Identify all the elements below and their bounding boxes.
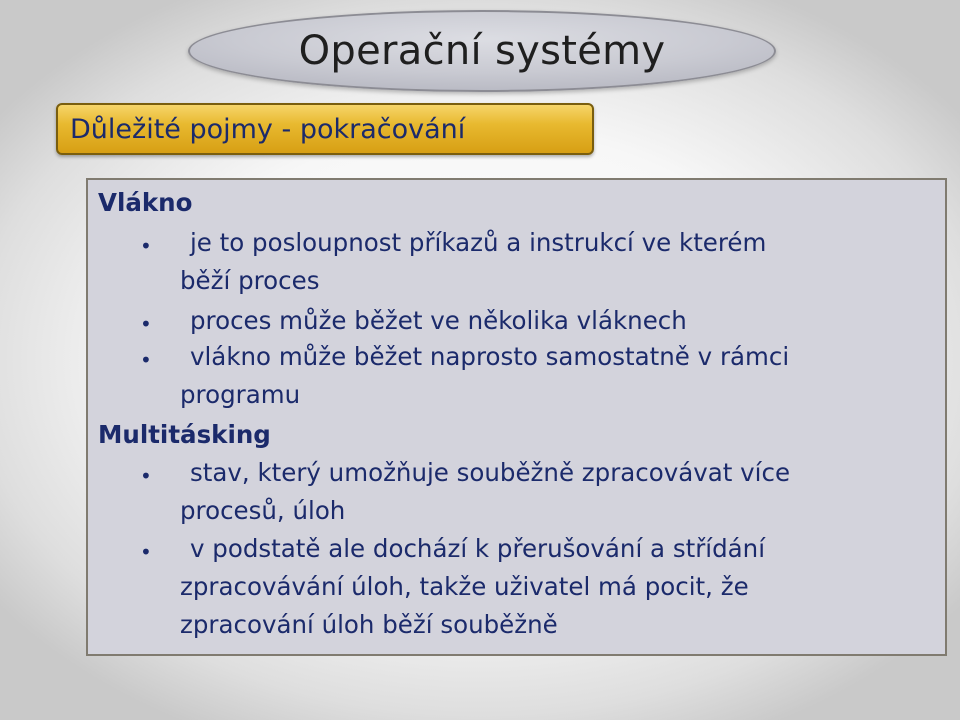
bullet-line: stav, který umožňuje souběžně zpracovávat více bbox=[190, 458, 791, 487]
bullet-icon: • bbox=[140, 234, 152, 258]
bullet-line: běží proces bbox=[180, 266, 320, 295]
slide-title: Operační systémy bbox=[298, 28, 666, 74]
bullet-line: zpracování úloh běží souběžně bbox=[180, 610, 558, 639]
section-heading-multitasking: Multitásking bbox=[98, 420, 271, 449]
bullet-icon: • bbox=[140, 464, 152, 488]
bullet-line: programu bbox=[180, 380, 301, 409]
bullet-line: zpracovávání úloh, takže uživatel má pocit, že bbox=[180, 572, 749, 601]
slide-subtitle: Důležité pojmy - pokračování bbox=[70, 114, 466, 145]
bullet-line: proces může běžet ve několika vláknech bbox=[190, 306, 687, 335]
bullet-icon: • bbox=[140, 348, 152, 372]
bullet-icon: • bbox=[140, 540, 152, 564]
bullet-icon: • bbox=[140, 312, 152, 336]
section-heading-vlakno: Vlákno bbox=[98, 188, 193, 217]
content-body bbox=[86, 178, 947, 656]
bullet-line: procesů, úloh bbox=[180, 496, 346, 525]
bullet-line: je to posloupnost příkazů a instrukcí ve kterém bbox=[190, 228, 767, 257]
bullet-line: vlákno může běžet naprosto samostatně v rámci bbox=[190, 342, 790, 371]
bullet-line: v podstatě ale dochází k přerušování a střídání bbox=[190, 534, 765, 563]
